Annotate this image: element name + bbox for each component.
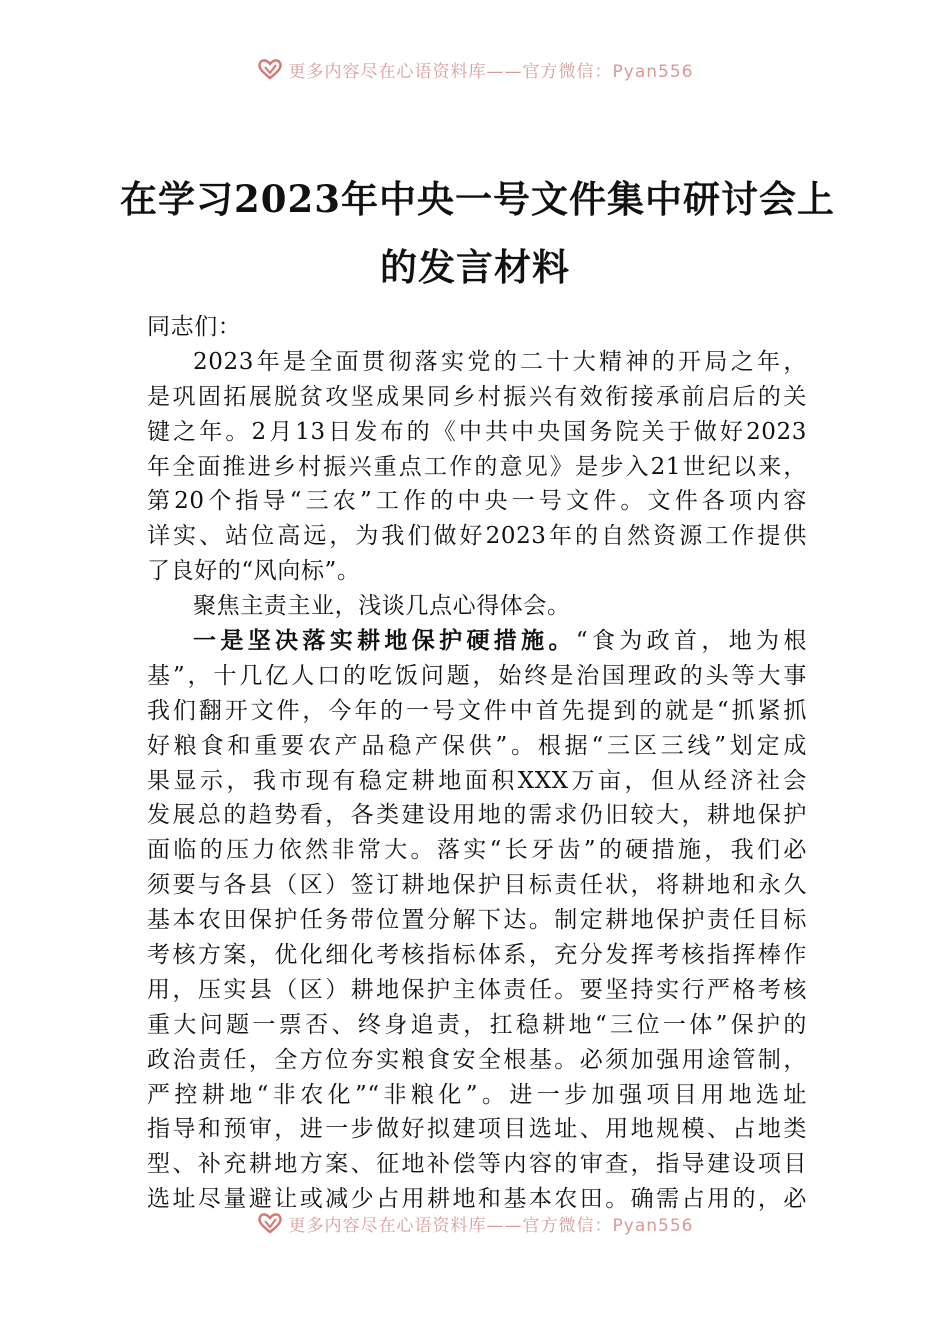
text-line: 好粮食和重要农产品稳产保供”。根据“三区三线”划定成 [147,732,807,759]
text-line: 基”，十几亿人口的吃饭问题，始终是治国理政的头等大事 [147,662,807,689]
document-title-line-2: 的发言材料 [380,245,570,289]
watermark-footer [0,1208,950,1238]
text-line: 键之年。2月13日发布的《中共中央国务院关于做好2023 [147,418,807,445]
paragraph-2: 聚焦主责主业，浅谈几点心得体会。 [193,593,571,620]
salutation: 同志们： [147,314,242,340]
text-line: 严控耕地“非农化”“非粮化”。进一步加强项目用地选址 [147,1081,807,1108]
text-line: 面临的压力依然非常大。落实“长牙齿”的硬措施，我们必 [147,837,807,864]
paragraph-text: “食为政首，地为根 [575,628,807,655]
heart-logo-icon [257,58,283,80]
document-title-line-1: 在学习2023年中央一号文件集中研讨会上 [120,177,835,221]
heart-logo-icon [257,1212,283,1234]
paragraph-heading: 一是坚决落实耕地保护硬措施。 [193,627,576,655]
text-line: 详实、站位高远，为我们做好2023年的自然资源工作提供 [147,523,807,550]
text-line: 指导和预审，进一步做好拟建项目选址、用地规模、占地类 [147,1116,807,1143]
text-line: 2023年是全面贯彻落实党的二十大精神的开局之年， [193,348,807,375]
text-line: 是巩固拓展脱贫攻坚成果同乡村振兴有效衔接承前启后的关 [147,383,807,410]
text-line: 须要与各县（区）签订耕地保护目标责任状，将耕地和永久 [147,872,807,899]
text-line: 重大问题一票否、终身追责，扛稳耕地“三位一体”保护的 [147,1011,807,1038]
text-line: 年全面推进乡村振兴重点工作的意见》是步入21世纪以来， [147,453,807,480]
text-line: 第20个指导“三农”工作的中央一号文件。文件各项内容 [147,488,807,515]
text-line: 发展总的趋势看，各类建设用地的需求仍旧较大，耕地保护 [147,802,807,829]
watermark-text: 更多内容尽在心语资料库——官方微信：Pyan556 [288,1215,694,1236]
document-body [147,310,807,1217]
paragraph-3 [147,624,807,1217]
text-line: 用，压实县（区）耕地保护主体责任。要坚持实行严格考核 [147,976,807,1003]
text-line [147,624,807,659]
text-line: 我们翻开文件，今年的一号文件中首先提到的就是“抓紧抓 [147,697,807,724]
text-line: 考核方案，优化细化考核指标体系，充分发挥考核指挥棒作 [147,942,807,969]
paragraph-1 [147,345,807,589]
text-line: 型、补充耕地方案、征地补偿等内容的审查，指导建设项目 [147,1151,807,1178]
watermark-text: 更多内容尽在心语资料库——官方微信：Pyan556 [288,61,694,82]
watermark-header [0,54,950,84]
text-line: 政治责任，全方位夯实粮食安全根基。必须加强用途管制， [147,1046,807,1073]
text-line: 了良好的“风向标”。 [147,558,361,585]
text-line: 选址尽量避让或减少占用耕地和基本农田。确需占用的，必 [147,1186,807,1213]
text-line: 果显示，我市现有稳定耕地面积XXX万亩，但从经济社会 [147,767,807,794]
text-line: 基本农田保护任务带位置分解下达。制定耕地保护责任目标 [147,907,807,934]
